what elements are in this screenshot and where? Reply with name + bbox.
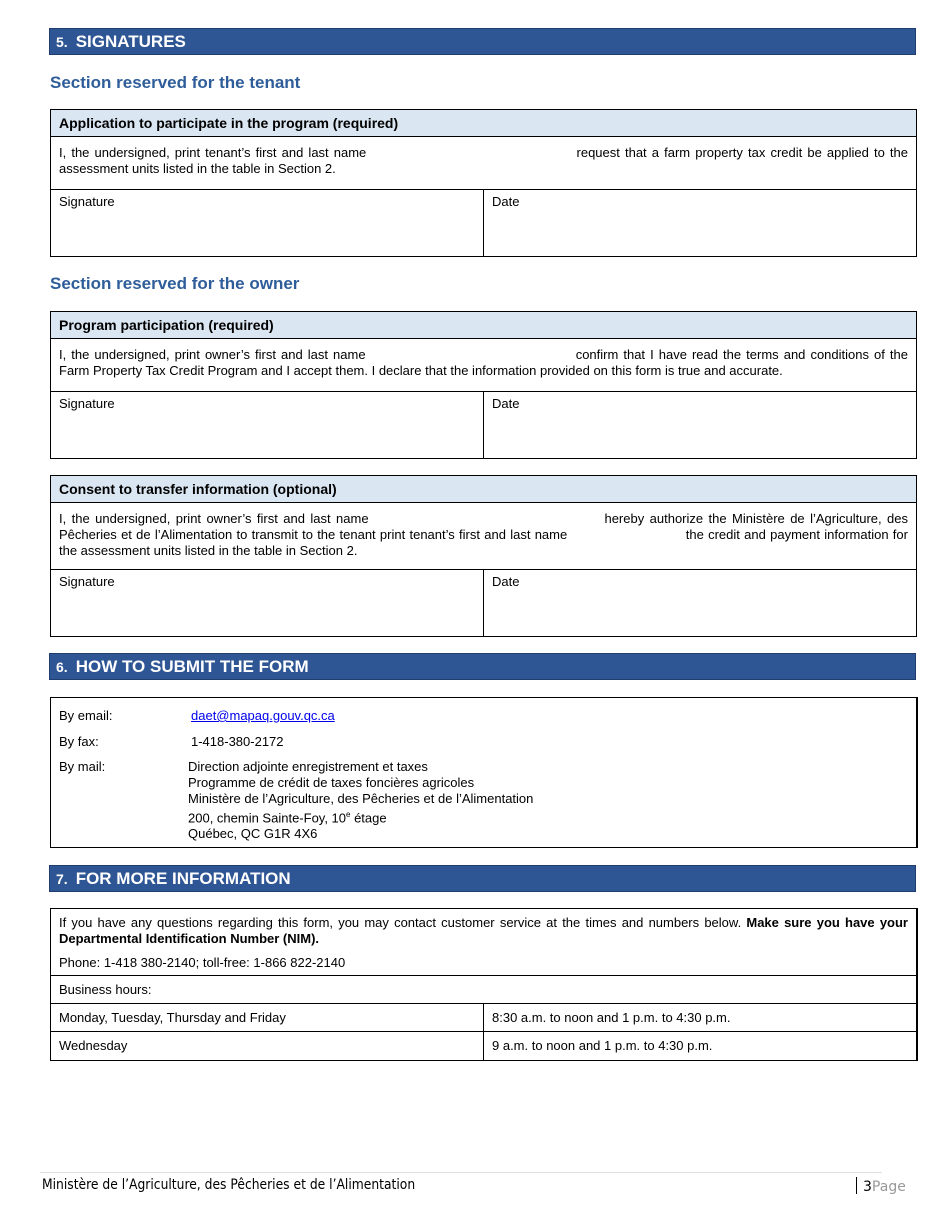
box-title: Program participation (required)	[51, 312, 916, 339]
hours-row	[51, 1004, 916, 1032]
signature-row	[51, 190, 916, 256]
section-5-header	[49, 28, 916, 55]
owner-declaration	[51, 339, 916, 392]
section-number: 6.	[56, 659, 68, 675]
declaration-text-1: I, the undersigned, print owner’s first and last name	[59, 347, 366, 362]
fax-label: By fax:	[59, 734, 99, 749]
hours-days: Monday, Tuesday, Thursday and Friday	[51, 1004, 484, 1031]
signature-row	[51, 392, 916, 458]
section-number: 5.	[56, 34, 68, 50]
declaration-text-1: I, the undersigned, print tenant’s first and last name	[59, 145, 367, 160]
address-line: Programme de crédit de taxes foncières agricoles	[188, 775, 475, 790]
owner-participation-box	[50, 311, 917, 459]
footer-page	[856, 1177, 906, 1195]
consent-declaration	[51, 503, 916, 570]
owner-date-field[interactable]	[484, 392, 916, 458]
date-label: Date	[492, 194, 520, 209]
email-value	[191, 708, 335, 724]
owner-signature-field[interactable]	[51, 392, 484, 458]
signature-label: Signature	[59, 574, 115, 589]
section-7-header	[49, 865, 916, 892]
signature-label: Signature	[59, 194, 115, 209]
tenant-signature-field[interactable]	[51, 190, 484, 256]
business-hours-row	[51, 976, 916, 1004]
declaration-text-2: confirm that I have read the terms and conditions of the Farm Property Tax Credit Program and I accept them. I declare that the information provided on this form is true and accurate.	[59, 347, 908, 378]
hours-times: 8:30 a.m. to noon and 1 p.m. to 4:30 p.m.	[492, 1010, 731, 1025]
mail-address	[188, 759, 533, 842]
consent-signature-field[interactable]	[51, 570, 484, 636]
declaration-text-3: the credit and payment information for the assessment units listed in the table in Section 2.	[59, 527, 908, 558]
page-divider	[856, 1177, 857, 1194]
email-link[interactable]: daet@mapaq.gouv.qc.ca	[191, 708, 335, 723]
section-title: SIGNATURES	[75, 32, 186, 51]
address-line: Québec, QC G1R 4X6	[188, 826, 318, 842]
consent-box	[50, 475, 917, 637]
declaration-text-2: request that a farm property tax credit be applied to the assessment units listed in the table in Section 2.	[59, 145, 908, 176]
page-label: Page	[871, 1179, 906, 1195]
business-hours-label: Business hours:	[59, 982, 152, 997]
hours-times: 9 a.m. to noon and 1 p.m. to 4:30 p.m.	[492, 1038, 713, 1053]
declaration-text-2: hereby authorize the Ministère de l’Agriculture, des Pêcheries et de l’Alimentation to transmit to the tenant print tenant’s first and last name	[59, 511, 909, 542]
address-line: 200, chemin Sainte-Foy, 10e étage	[188, 810, 387, 826]
consent-date-field[interactable]	[484, 570, 916, 636]
footer-divider	[40, 1172, 882, 1173]
footer-ministry: Ministère de l’Agriculture, des Pêcheries et de l’Alimentation	[42, 1177, 416, 1193]
submit-methods-box	[50, 697, 918, 848]
signature-label: Signature	[59, 396, 115, 411]
box-title: Application to participate in the program (required)	[51, 110, 916, 137]
tenant-date-field[interactable]	[484, 190, 916, 256]
section-title: FOR MORE INFORMATION	[75, 869, 291, 888]
address-line: Direction adjointe enregistrement et taxes	[188, 759, 428, 774]
intro-text: If you have any questions regarding this form, you may contact customer service at the times and numbers below.	[59, 915, 742, 930]
date-label: Date	[492, 574, 520, 589]
date-label: Date	[492, 396, 520, 411]
section-title: HOW TO SUBMIT THE FORM	[75, 657, 309, 676]
owner-subtitle: Section reserved for the owner	[50, 274, 300, 293]
declaration-text-1: I, the undersigned, print owner’s first and last name	[59, 511, 369, 526]
tenant-declaration	[51, 137, 916, 190]
email-label: By email:	[59, 708, 113, 723]
section-number: 7.	[56, 871, 68, 887]
fax-value: 1-418-380-2172	[191, 734, 284, 749]
contact-intro	[51, 909, 916, 976]
phone-numbers: Phone: 1-418 380-2140; toll-free: 1-866 822-2140	[59, 955, 346, 970]
tenant-application-box	[50, 109, 917, 257]
address-line: Ministère de l’Agriculture, des Pêcheries et de l’Alimentation	[188, 791, 534, 806]
hours-days: Wednesday	[51, 1032, 484, 1060]
signature-row	[51, 570, 916, 636]
hours-row	[51, 1032, 916, 1060]
box-title: Consent to transfer information (optional)	[51, 476, 916, 503]
contact-info-box	[50, 908, 918, 1061]
section-6-header	[49, 653, 916, 680]
tenant-subtitle: Section reserved for the tenant	[50, 73, 301, 92]
mail-label: By mail:	[59, 759, 106, 774]
intro-bold: Make sure you have your Departmental Identification Number (NIM).	[59, 915, 908, 946]
page-number: 3	[863, 1179, 872, 1195]
